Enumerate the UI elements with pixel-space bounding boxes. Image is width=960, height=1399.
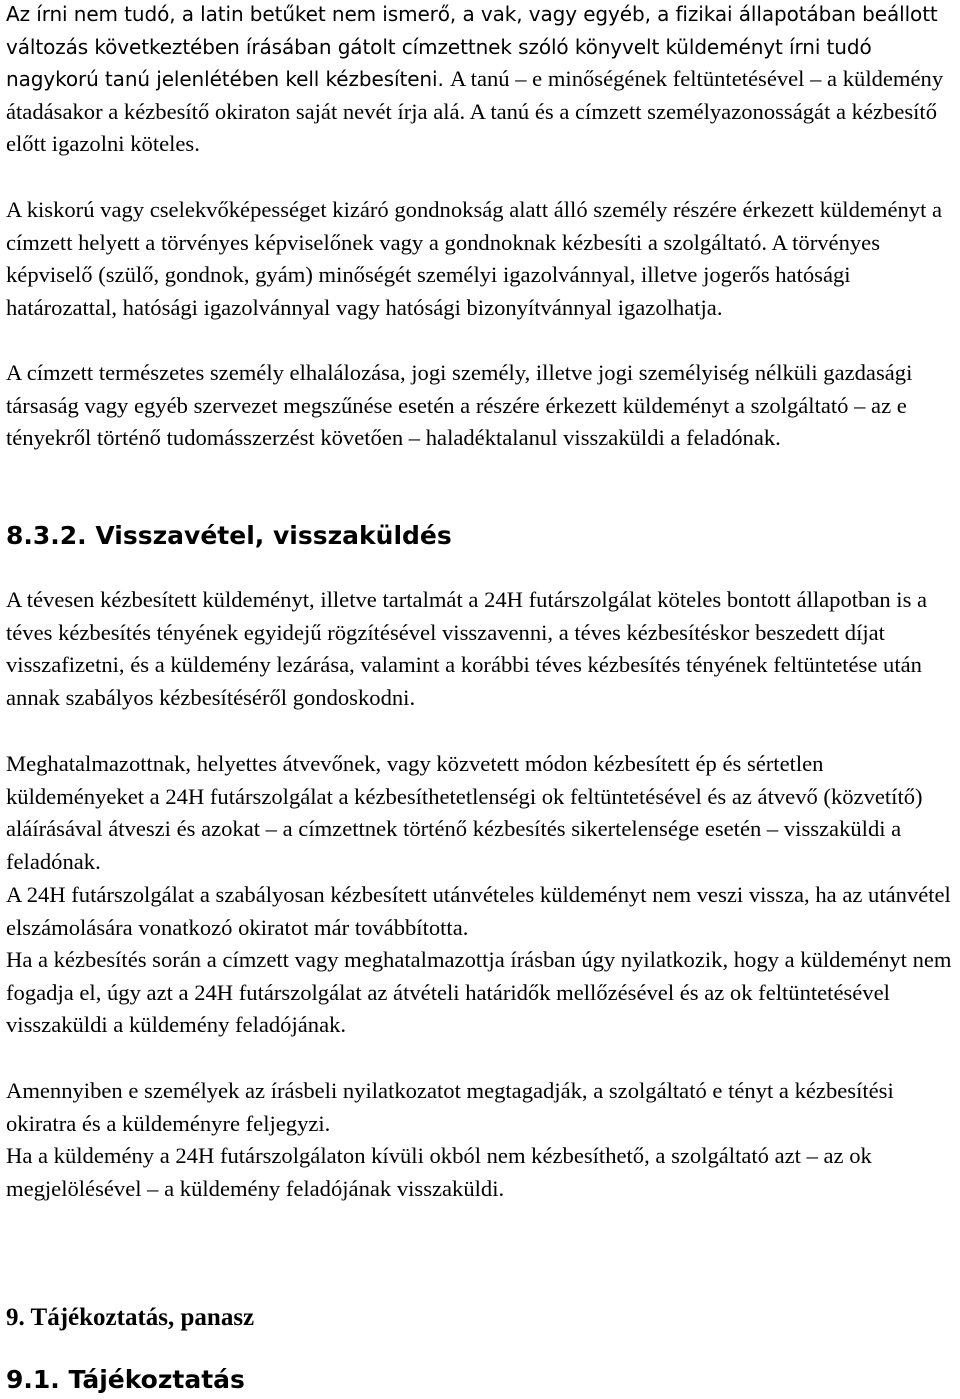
- paragraph-cod: A 24H futárszolgálat a szabályosan kézbesített utánvételes küldeményt nem veszi vissza, ha az utánvétel elszámolására vonatkozó okiratot már továbbította.: [6, 882, 951, 940]
- paragraph-wrong-delivery: A tévesen kézbesített küldeményt, illetve tartalmát a 24H futárszolgálat köteles bontott állapotban is a téves kézbesítés tényének egyidejű rögzítésével visszavenni, a téves kézbesítéskor beszedett díjat visszafizetni, és a küldemény lezárása, valamint a korábbi téves kézbesítés tényének feltüntetése után annak szabályos kézbesítéséről gondoskodni.: [6, 587, 928, 710]
- paragraph-refuse: Ha a kézbesítés során a címzett vagy meghatalmazottja írásban úgy nyilatkozik, hogy a küldeményt nem fogadja el, úgy azt a 24H futárszolgálat az átvételi határidők mellőzésével és az ok feltüntetésével visszaküldi a küldemény feladójának.: [6, 947, 952, 1038]
- paragraph-minor: A kiskorú vagy cselekvőképességet kizáró gondnokság alatt álló személy részére érkezett küldeményt a címzett helyett a törvényes képviselőnek vagy a gondnoknak kézbesíti a szolgáltató. A törvényes képviselő (szülő, gondnok, gyám) minőségét személyi igazolvánnyal, illetve jogerős hatósági határozattal, hatósági igazolvánnyal vagy hatósági bizonyítvánnyal igazolhatja.: [6, 197, 943, 320]
- paragraph-witness-serif: A tanú – e minőségének feltüntetésével – a küldemény átadásakor a kézbesítő okiraton saját nevét írja alá. A tanú és a címzett személyazonosságát a kézbesítő előtt igazolni köteles.: [6, 66, 944, 157]
- section-heading-9-1: 9.1. Tájékoztatás: [6, 1365, 245, 1394]
- paragraph-death: A címzett természetes személy elhalálozása, jogi személy, illetve jogi személyiség nélküli gazdasági társaság vagy egyéb szervezet megszűnése esetén a részére érkezett küldeményt a szolgáltató – az e tényekről történő tudomásszerzést követően – haladéktalanul visszaküldi a feladónak.: [6, 360, 913, 451]
- section-heading-9: 9. Tájékoztatás, panasz: [6, 1304, 255, 1331]
- paragraph-deny: Amennyiben e személyek az írásbeli nyilatkozatot megtagadják, a szolgáltató e tényt a kézbesítési okiratra és a küldeményre feljegyzi.: [6, 1078, 894, 1136]
- paragraph-witness: [6, 0, 956, 161]
- section-heading-8-3-2: 8.3.2. Visszavétel, visszaküldés: [6, 521, 452, 550]
- paragraph-witness-sans: Az írni nem tudó, a latin betűket nem ismerő, a vak, vagy egyéb, a fizikai állapotában beállott változás következtében írásában gátolt címzettnek szóló könyvelt küldeményt írni tudó nagykorú tanú jelenlétében kell kézbesíteni.: [6, 2, 938, 92]
- paragraph-other-reason: Ha a küldemény a 24H futárszolgálaton kívüli okból nem kézbesíthető, a szolgáltató azt – az ok megjelölésével – a küldemény feladójának visszaküldi.: [6, 1143, 872, 1201]
- paragraph-proxy: Meghatalmazottnak, helyettes átvevőnek, vagy közvetett módon kézbesített ép és sértetlen küldeményeket a 24H futárszolgálat a kézbesíthetetlenségi ok feltüntetésével és az átvevő (közvetítő) aláírásával átveszi és azokat – a címzettnek történő kézbesítés sikertelensége esetén – visszaküldi a feladónak.: [6, 751, 923, 874]
